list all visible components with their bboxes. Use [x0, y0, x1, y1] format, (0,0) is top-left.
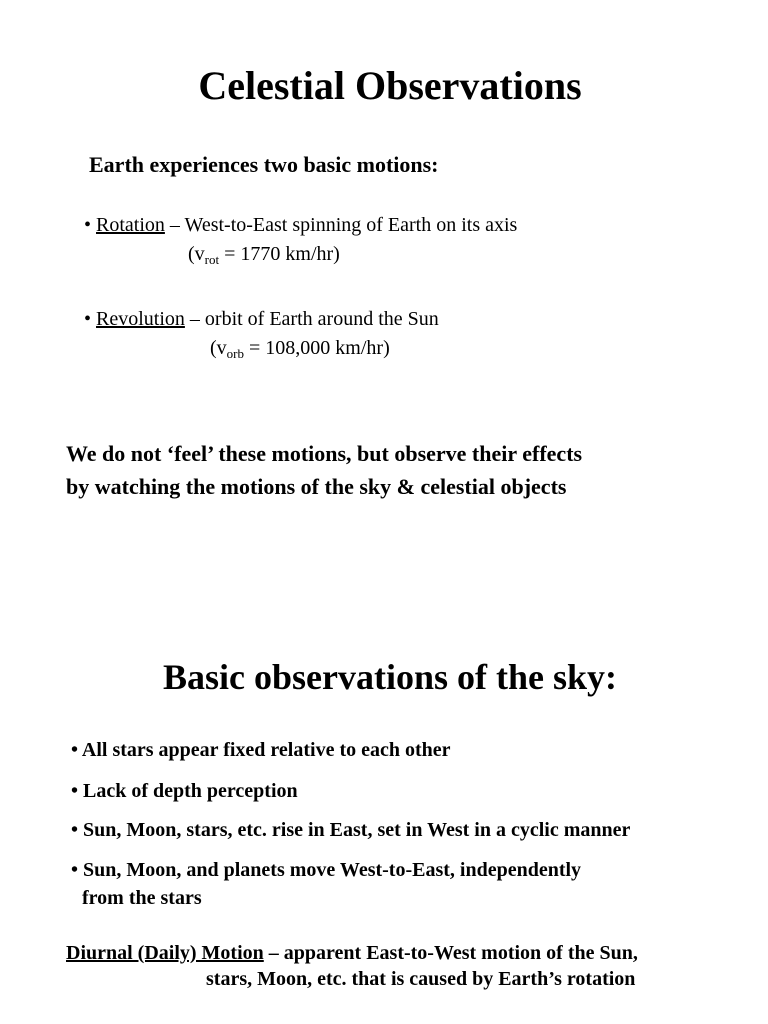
observation-bullet-1: • All stars appear fixed relative to each other — [71, 739, 451, 761]
observation-bullet-2: • Lack of depth perception — [71, 780, 298, 802]
revolution-definition: – orbit of Earth around the Sun — [184, 308, 439, 330]
revolution-term: Revolution — [96, 308, 185, 330]
velocity-subscript: rot — [204, 252, 220, 267]
velocity-value: = 1770 km/hr) — [219, 243, 340, 265]
bullet: • — [84, 308, 92, 330]
revolution-line — [84, 308, 439, 331]
diurnal-line — [66, 942, 638, 965]
diurnal-definition: – apparent East-to-West motion of the Sun, — [263, 942, 638, 964]
observation-bullet-4: • Sun, Moon, and planets move West-to-East, independently — [71, 859, 582, 881]
rotation-definition: – West-to-East spinning of Earth on its axis — [164, 214, 518, 236]
rotation-velocity — [188, 243, 340, 266]
section-subtitle: Earth experiences two basic motions: — [89, 152, 439, 177]
section-title: Basic observations of the sky: — [162, 657, 617, 697]
diurnal-term: Diurnal (Daily) Motion — [66, 942, 264, 964]
revolution-velocity — [210, 337, 390, 360]
statement-line-2: by watching the motions of the sky & celestial objects — [66, 474, 567, 499]
velocity-subscript: orb — [226, 346, 245, 361]
page-title: Celestial Observations — [198, 63, 582, 108]
velocity-value: = 108,000 km/hr) — [244, 337, 390, 359]
observation-bullet-4-continued: from the stars — [82, 887, 202, 909]
diurnal-continued: stars, Moon, etc. that is caused by Earth’s rotation — [206, 968, 636, 990]
velocity-open: (v — [188, 243, 205, 265]
rotation-term: Rotation — [96, 214, 165, 236]
observation-bullet-3: • Sun, Moon, stars, etc. rise in East, set in West in a cyclic manner — [71, 819, 631, 841]
statement-line-1: We do not ‘feel’ these motions, but observe their effects — [66, 441, 583, 466]
rotation-line — [84, 214, 517, 237]
bullet: • — [84, 214, 92, 236]
velocity-open: (v — [210, 337, 227, 359]
